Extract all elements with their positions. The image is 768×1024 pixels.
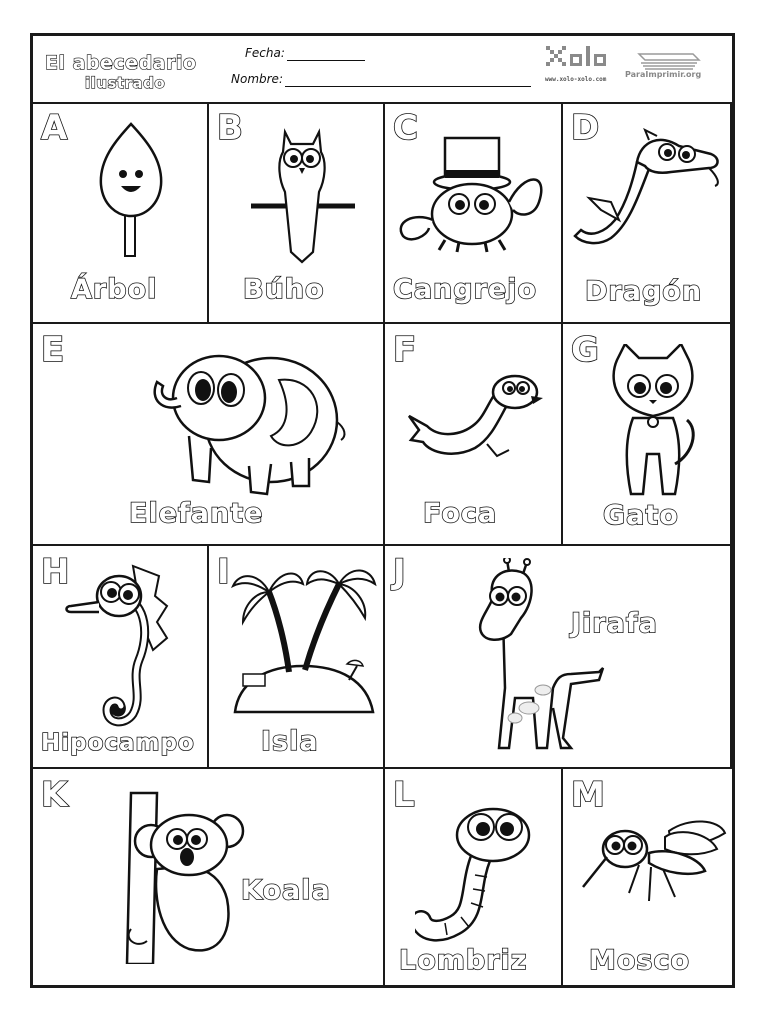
card-word: Cangrejo bbox=[393, 274, 538, 305]
card-letter: K bbox=[41, 775, 68, 815]
koala-icon bbox=[117, 789, 247, 964]
card-letter: I bbox=[217, 552, 230, 592]
card-letter: F bbox=[393, 330, 417, 370]
card-k bbox=[33, 769, 385, 985]
island-icon bbox=[229, 562, 379, 722]
seal-icon bbox=[405, 372, 550, 472]
tree-icon bbox=[91, 120, 171, 260]
coloring-sheet bbox=[30, 33, 735, 988]
card-letter: J bbox=[393, 552, 406, 592]
crab-icon bbox=[389, 132, 559, 257]
card-letter: E bbox=[41, 330, 65, 370]
worm-icon bbox=[415, 797, 535, 947]
card-i bbox=[209, 546, 385, 769]
sheet-title: El abecedario bbox=[45, 52, 197, 74]
card-j bbox=[385, 546, 732, 769]
fecha-label: Fecha: bbox=[245, 46, 285, 60]
card-b bbox=[209, 102, 385, 324]
card-word: Gato bbox=[603, 500, 679, 531]
card-g bbox=[563, 324, 732, 546]
card-word: Árbol bbox=[71, 274, 158, 305]
card-word: Mosco bbox=[589, 945, 691, 976]
seahorse-icon bbox=[63, 556, 173, 731]
card-word: Koala bbox=[241, 875, 331, 906]
paraimprimir-logo-text: ParaImprimir.org bbox=[625, 70, 702, 79]
card-letter: G bbox=[571, 330, 599, 370]
card-letter: L bbox=[393, 775, 415, 815]
card-letter: D bbox=[571, 108, 600, 148]
card-letter: B bbox=[217, 108, 243, 148]
card-word: Búho bbox=[243, 274, 325, 305]
sheet-header bbox=[33, 36, 732, 104]
elephant-icon bbox=[141, 336, 351, 506]
card-word: Jirafa bbox=[571, 608, 658, 639]
card-word: Hipocampo bbox=[41, 730, 195, 756]
card-a bbox=[33, 102, 209, 324]
card-e bbox=[33, 324, 385, 546]
card-letter: H bbox=[41, 552, 70, 592]
cat-icon bbox=[603, 344, 703, 504]
sheet-subtitle: ilustrado bbox=[85, 74, 166, 92]
dragon-icon bbox=[571, 128, 731, 258]
card-m bbox=[563, 769, 732, 985]
owl-icon bbox=[247, 122, 357, 267]
card-word: Lombriz bbox=[399, 945, 528, 976]
card-f bbox=[385, 324, 563, 546]
card-h bbox=[33, 546, 209, 769]
card-letter: C bbox=[393, 108, 418, 148]
xolo-logo-icon bbox=[546, 44, 616, 74]
paraimprimir-logo-icon bbox=[623, 50, 703, 72]
card-word: Isla bbox=[261, 726, 319, 757]
card-c bbox=[385, 102, 563, 324]
card-l bbox=[385, 769, 563, 985]
mosquito-icon bbox=[579, 797, 729, 917]
card-word: Foca bbox=[423, 498, 498, 529]
fecha-field[interactable] bbox=[287, 60, 365, 61]
giraffe-icon bbox=[463, 558, 613, 753]
card-word: Dragón bbox=[585, 276, 703, 307]
card-d bbox=[563, 102, 732, 324]
card-letter: A bbox=[41, 108, 68, 148]
card-word: Elefante bbox=[129, 498, 264, 529]
nombre-label: Nombre: bbox=[231, 72, 283, 86]
xolo-url: www.xolo-xolo.com bbox=[545, 76, 607, 83]
nombre-field[interactable] bbox=[285, 86, 531, 87]
card-letter: M bbox=[571, 775, 605, 815]
